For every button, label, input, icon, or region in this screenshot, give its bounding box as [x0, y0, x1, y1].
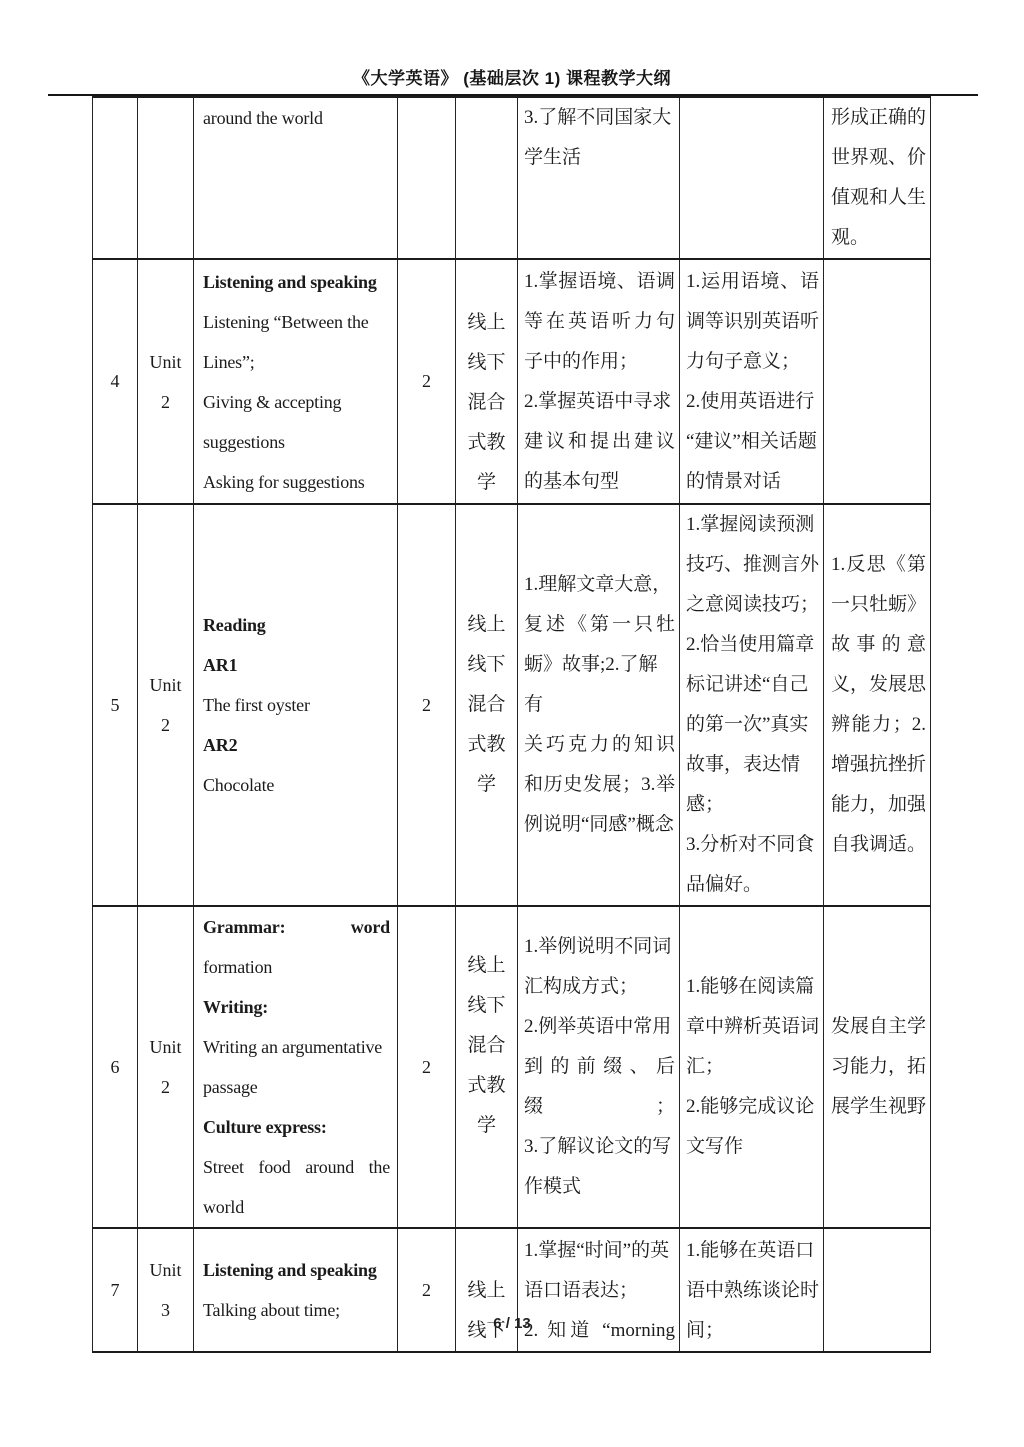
- text-line: 线下: [467, 352, 506, 373]
- text-line: 线上: [467, 1280, 506, 1301]
- text-line: Listening and speaking: [203, 271, 377, 292]
- text-line: 之意阅读技巧；: [686, 594, 820, 615]
- text-line: The first oyster: [203, 695, 310, 715]
- text-line: Talking about time;: [203, 1300, 340, 1320]
- text-line: 的第一次”真实: [686, 714, 809, 735]
- text-line: 汇；: [686, 1056, 725, 1077]
- text-line: 2. 知道 “morning: [524, 1320, 675, 1341]
- text-line: 1.能够在阅读篇: [686, 976, 815, 997]
- text-line: 义，发展思: [831, 674, 927, 695]
- text-line: Chocolate: [203, 775, 275, 795]
- cell-mode: [456, 97, 518, 259]
- cell-content: [194, 97, 398, 259]
- text-line: 线上: [467, 312, 506, 333]
- text-line: 的基本句型: [524, 470, 620, 492]
- cell-hours: [398, 97, 456, 259]
- text-line: Writing an argumentative: [203, 1037, 383, 1057]
- text-line: 语中熟练谈论时: [686, 1280, 820, 1301]
- text-line: 2: [161, 391, 170, 412]
- text-line: 自我调适。: [831, 834, 927, 855]
- cell-num: [93, 97, 138, 259]
- text-line: 章中辨析英语词: [686, 1016, 820, 1037]
- cell-hours: 2: [398, 259, 456, 504]
- text-line: 线下: [467, 995, 506, 1016]
- cell-mode: [456, 259, 518, 504]
- text-line: 1.掌握阅读预测: [686, 514, 815, 535]
- text-line: 值观和人生: [831, 187, 927, 208]
- text-line: 3: [161, 1300, 170, 1320]
- text-line: 学生活: [524, 147, 582, 168]
- cell-skills: [680, 906, 824, 1228]
- text-line: 语口语表达；: [524, 1280, 639, 1301]
- text-line: 辨能力；2.: [831, 714, 926, 735]
- cell-skills: [680, 1228, 824, 1352]
- text-line: 到的前缀、后缀；: [524, 1056, 675, 1117]
- text-line: Asking for suggestions: [203, 471, 365, 492]
- text-line: 习能力，拓: [831, 1056, 927, 1077]
- cell-skills: [680, 504, 824, 906]
- cell-mode: [456, 504, 518, 906]
- cell-values: [824, 97, 931, 259]
- text-line: world: [203, 1197, 244, 1217]
- text-line: 混合: [467, 694, 506, 715]
- text-line: 2.掌握英语中寻求: [524, 390, 672, 412]
- text-line: 等在英语听力句: [524, 310, 675, 332]
- cell-hours: 2: [398, 906, 456, 1228]
- text-line: 3.分析对不同食: [686, 834, 815, 855]
- text-line: 1.反思《第: [831, 554, 926, 575]
- text-line: 线下: [467, 1320, 506, 1341]
- cell-unit: [138, 259, 194, 504]
- cell-values: [824, 504, 931, 906]
- text-line: 线上: [467, 955, 506, 976]
- text-line: 1.运用语境、语: [686, 270, 819, 292]
- text-line: 展学生视野: [831, 1096, 927, 1117]
- text-line: 的情景对话: [686, 470, 782, 492]
- cell-num: 5: [93, 504, 138, 906]
- text-line: 混合: [467, 1035, 506, 1056]
- course-table-body: [93, 97, 931, 1352]
- text-line: 3.了解不同国家大: [524, 107, 672, 128]
- text-line: 式教: [467, 734, 506, 755]
- text-line: 2.能够完成议论: [686, 1096, 815, 1117]
- text-line: 学: [476, 472, 496, 493]
- cell-content: [194, 504, 398, 906]
- cell-content: [194, 906, 398, 1228]
- text-line: formation: [203, 957, 273, 977]
- cell-skills: [680, 97, 824, 259]
- cell-unit: [138, 906, 194, 1228]
- text-line: 和历史发展；3.举: [524, 774, 675, 795]
- text-line: 式教: [467, 432, 506, 453]
- text-line: 式教: [467, 1075, 506, 1096]
- text-line: 学: [476, 1115, 496, 1136]
- cell-num: 7: [93, 1228, 138, 1352]
- text-line: 建议和提出建议: [524, 430, 675, 452]
- text-line: AR1: [203, 655, 238, 675]
- text-line: 3.了解议论文的写: [524, 1136, 672, 1157]
- text-line: 1.举例说明不同词: [524, 936, 672, 957]
- text-line: “建议”相关话题: [686, 430, 817, 452]
- text-line: Lines”;: [203, 351, 255, 372]
- text-line: Unit: [149, 675, 182, 695]
- cell-objectives: [518, 259, 680, 504]
- text-line: 形成正确的: [831, 107, 927, 128]
- course-schedule-table: [92, 96, 931, 1353]
- cell-hours: 2: [398, 1228, 456, 1352]
- text-line: AR2: [203, 735, 238, 755]
- text-line: suggestions: [203, 431, 285, 452]
- cell-objectives: [518, 97, 680, 259]
- text-line: 观。: [831, 227, 870, 248]
- text-line: Grammar: word: [203, 917, 390, 937]
- cell-skills: [680, 259, 824, 504]
- cell-objectives: [518, 1228, 680, 1352]
- text-line: 调等识别英语听: [686, 310, 820, 332]
- cell-objectives: [518, 504, 680, 906]
- text-line: 例说明“同感”概念: [524, 814, 674, 835]
- text-line: 2.使用英语进行: [686, 390, 815, 412]
- text-line: 能力，加强: [831, 794, 927, 815]
- text-line: 复述《第一只牡: [524, 614, 675, 635]
- text-line: Giving & accepting: [203, 391, 342, 412]
- text-line: 标记讲述“自己: [686, 674, 809, 695]
- text-line: Street food around the: [203, 1157, 390, 1177]
- text-line: Listening “Between the: [203, 311, 369, 332]
- text-line: around the world: [203, 108, 323, 128]
- text-line: 2: [161, 715, 170, 735]
- page-number: 6 / 13: [493, 1315, 531, 1332]
- text-line: 1.掌握语境、语调: [524, 270, 675, 292]
- table-row: [93, 97, 931, 259]
- text-line: 子中的作用；: [524, 350, 639, 372]
- cell-values: [824, 906, 931, 1228]
- text-line: Unit: [149, 1037, 182, 1057]
- text-line: 2.例举英语中常用: [524, 1016, 672, 1037]
- text-line: 蛎》故事;2.了解有: [524, 654, 658, 715]
- text-line: 1.掌握“时间”的英: [524, 1240, 670, 1261]
- cell-unit: [138, 97, 194, 259]
- text-line: 关巧克力的知识: [524, 734, 675, 755]
- text-line: 技巧、推测言外: [686, 554, 820, 575]
- text-line: 故事，表达情感；: [686, 754, 801, 815]
- text-line: 1.能够在英语口: [686, 1240, 815, 1261]
- text-line: 线上: [467, 614, 506, 635]
- text-line: 故事的意: [831, 634, 926, 655]
- text-line: 世界观、价: [831, 147, 927, 168]
- cell-num: 6: [93, 906, 138, 1228]
- cell-unit: [138, 504, 194, 906]
- cell-values: [824, 1228, 931, 1352]
- page-title: 《大学英语》 (基础层次 1) 课程教学大纲: [353, 69, 671, 88]
- cell-num: 4: [93, 259, 138, 504]
- text-line: passage: [203, 1077, 258, 1097]
- text-line: 品偏好。: [686, 874, 763, 895]
- text-line: Reading: [203, 615, 266, 635]
- text-line: 力句子意义；: [686, 350, 801, 372]
- table-row: [93, 906, 931, 1228]
- text-line: 混合: [467, 392, 506, 413]
- text-line: 1.理解文章大意，: [524, 574, 672, 595]
- text-line: 文写作: [686, 1136, 744, 1157]
- text-line: 线下: [467, 654, 506, 675]
- cell-mode: [456, 906, 518, 1228]
- table-row: [93, 259, 931, 504]
- cell-content: [194, 259, 398, 504]
- text-line: 发展自主学: [831, 1016, 927, 1037]
- table-row: [93, 504, 931, 906]
- text-line: 间；: [686, 1320, 725, 1341]
- text-line: 汇构成方式；: [524, 976, 639, 997]
- text-line: Culture express:: [203, 1117, 327, 1137]
- cell-content: [194, 1228, 398, 1352]
- text-line: 一只牡蛎》: [831, 594, 927, 615]
- text-line: 2.恰当使用篇章: [686, 634, 815, 655]
- text-line: 2: [161, 1077, 170, 1097]
- text-line: Listening and speaking: [203, 1260, 377, 1280]
- cell-hours: 2: [398, 504, 456, 906]
- text-line: Unit: [149, 351, 182, 372]
- cell-unit: [138, 1228, 194, 1352]
- table-row: [93, 1228, 931, 1352]
- text-line: 增强抗挫折: [831, 754, 927, 775]
- cell-values: [824, 259, 931, 504]
- cell-mode: [456, 1228, 518, 1352]
- text-line: 作模式: [524, 1176, 582, 1197]
- text-line: Writing:: [203, 997, 269, 1017]
- text-line: 学: [476, 774, 496, 795]
- text-line: Unit: [149, 1260, 182, 1280]
- cell-objectives: [518, 906, 680, 1228]
